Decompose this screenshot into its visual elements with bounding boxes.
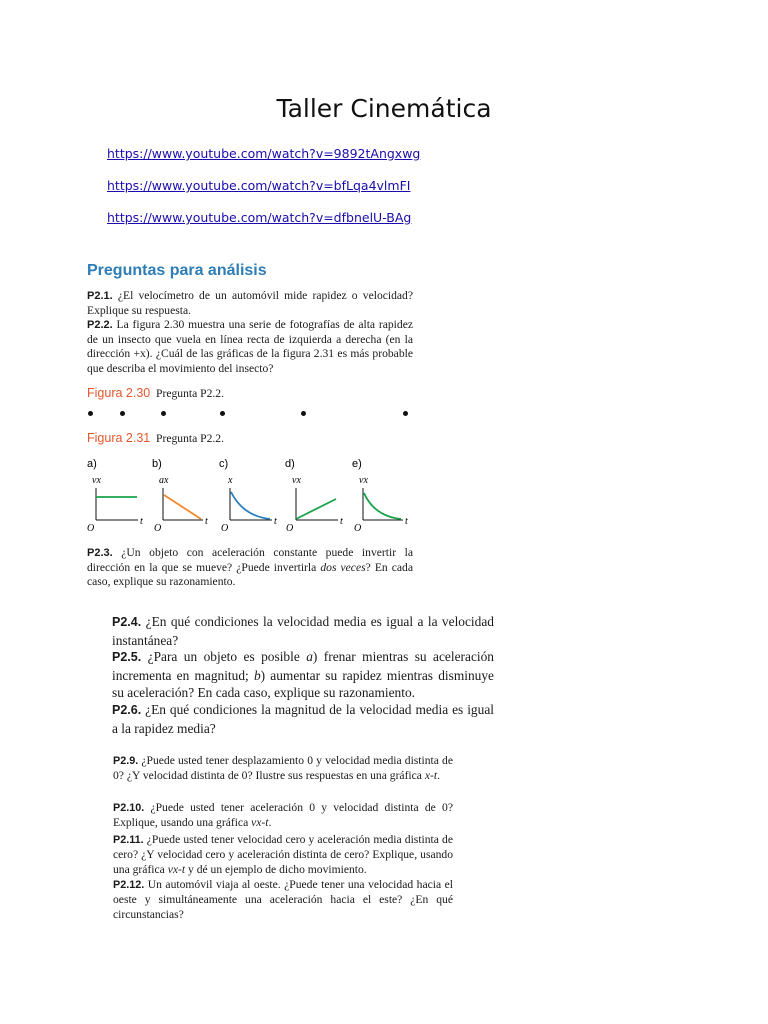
question-p2-6 (112, 701, 494, 737)
question-p2-12 (113, 878, 453, 922)
question-emphasis: vx-t (251, 815, 269, 829)
page-title: Taller Cinemática (276, 94, 492, 123)
figure-caption: Pregunta P2.2. (156, 387, 224, 400)
insect-dot (301, 411, 306, 416)
youtube-link-2[interactable]: https://www.youtube.com/watch?v=bfLqa4vlmFI (107, 178, 411, 193)
curve-b (164, 495, 201, 519)
question-p2-1 (87, 289, 413, 318)
youtube-link-3[interactable]: https://www.youtube.com/watch?v=dfbnelU-BAg (107, 210, 412, 225)
question-id: P2.6. (112, 703, 142, 717)
question-text: ¿Un objeto con aceleración constante puede invertir la dirección en la que se mueve? ¿Puede invertirla (87, 546, 413, 574)
question-text: ? En cada caso, explique su razonamiento. (87, 560, 413, 588)
figure-2-30-caption (87, 386, 224, 400)
graph-a (87, 458, 143, 534)
question-text: ¿En qué condiciones la velocidad media es igual a la velocidad instantánea? (112, 614, 494, 648)
graph-letter: c) (219, 458, 229, 470)
graph-letter: b) (152, 458, 162, 470)
origin-label: O (286, 523, 294, 534)
question-id: P2.1. (87, 290, 113, 302)
question-emphasis: a (306, 649, 313, 664)
question-p2-9: P2.9. ¿Puede usted tener desplazamiento 0 y velocidad media distinta de 0? ¿Y velocidad distinta de 0? Ilustre sus respuestas en una gráfica x-t. (113, 754, 453, 782)
question-p2-5 (112, 648, 494, 702)
youtube-link-1[interactable]: https://www.youtube.com/watch?v=9892tAngxwg (107, 146, 421, 161)
graph-c (219, 458, 277, 534)
question-id: P2.12. (113, 879, 145, 891)
question-id: P2.11. (113, 834, 144, 846)
question-text: ¿En qué condiciones la magnitud de la velocidad media es igual a la rapidez media? (112, 702, 494, 736)
insect-dot (403, 411, 408, 416)
y-axis-label: x (228, 475, 233, 486)
graph-b (152, 458, 208, 534)
insect-dot (120, 411, 125, 416)
question-emphasis: x-t (424, 768, 438, 782)
insect-dot (220, 411, 225, 416)
question-text: ¿Puede usted tener aceleración 0 y velocidad distinta de 0? Explique, usando una gráfica (113, 801, 453, 829)
question-emphasis: vx-t (167, 862, 186, 876)
graph-d (285, 458, 343, 534)
graph-letter: e) (352, 458, 362, 470)
question-p2-10: P2.10. ¿Puede usted tener aceleración 0 y velocidad distinta de 0? Explique, usando una gráfica vx-t. (113, 801, 453, 829)
y-axis-label: vx (92, 475, 101, 486)
figure-2-31-caption (87, 431, 224, 445)
figure-caption: Pregunta P2.2. (156, 432, 224, 445)
graph-letter: a) (87, 458, 97, 470)
insect-dot (88, 411, 93, 416)
curve-e (364, 493, 401, 519)
question-id: P2.5. (112, 650, 142, 664)
question-id: P2.3. (87, 547, 113, 559)
graph-e (352, 458, 408, 534)
question-id: P2.9. (113, 755, 139, 767)
x-axis-label: t (140, 516, 143, 527)
x-axis-label: t (405, 516, 408, 527)
question-id: P2.4. (112, 615, 142, 629)
insect-dot (161, 411, 166, 416)
figure-label: Figura 2.30 (87, 386, 151, 400)
question-p2-11 (113, 833, 453, 877)
y-axis-label: vx (359, 475, 368, 486)
origin-label: O (154, 523, 162, 534)
question-id: P2.2. (87, 319, 113, 331)
question-text: ) frenar mientras su aceleración incrementa en magnitud; (112, 649, 495, 683)
question-text: ) aumentar su rapidez mientras disminuye su aceleración? En cada caso, explique su razonamiento. (112, 667, 494, 701)
graph-letter: d) (285, 458, 295, 470)
question-emphasis: dos veces (320, 560, 366, 574)
x-axis-label: t (205, 516, 208, 527)
question-emphasis: b (253, 667, 261, 683)
question-p2-4 (112, 613, 494, 649)
question-p2-2 (87, 318, 413, 376)
x-axis-label: t (340, 516, 343, 527)
question-id: P2.10. (113, 802, 145, 814)
question-text: ¿Para un objeto es posible (147, 649, 307, 664)
question-text: y dé un ejemplo de dicho movimiento. (185, 862, 367, 876)
section-title: Preguntas para análisis (87, 262, 267, 279)
origin-label: O (221, 523, 229, 534)
question-text: ¿Puede usted tener desplazamiento 0 y velocidad media distinta de 0? ¿Y velocidad distinta de 0? Ilustre sus respuestas en una gráfica (113, 754, 453, 782)
curve-d (296, 499, 336, 519)
figure-label: Figura 2.31 (87, 431, 151, 445)
question-text: ¿El velocímetro de un automóvil mide rapidez o velocidad? Explique su respuesta. (87, 289, 413, 317)
question-text: ¿Puede usted tener velocidad cero y aceleración media distinta de cero? ¿Y velocidad cero y aceleración distinta de cero? Explique, usando una gráfica (113, 833, 453, 876)
question-p2-3 (87, 546, 413, 590)
curve-c (231, 492, 270, 519)
y-axis-label: ax (159, 475, 169, 486)
x-axis-label: t (274, 516, 277, 527)
question-text: Un automóvil viaja al oeste. ¿Puede tener una velocidad hacia el oeste y simultáneamente una aceleración hacia el este? ¿En qué circunstancias? (113, 878, 453, 921)
origin-label: O (87, 523, 95, 534)
origin-label: O (354, 523, 362, 534)
question-text: La figura 2.30 muestra una serie de fotografías de alta rapidez de un insecto que vuela en línea recta de izquierda a derecha (en la dirección +x). ¿Cuál de las gráficas de la figura 2.31 es más probable que describa el movimiento del insecto? (87, 318, 413, 375)
y-axis-label: vx (292, 475, 301, 486)
figure-2-31-graphs (80, 452, 420, 537)
